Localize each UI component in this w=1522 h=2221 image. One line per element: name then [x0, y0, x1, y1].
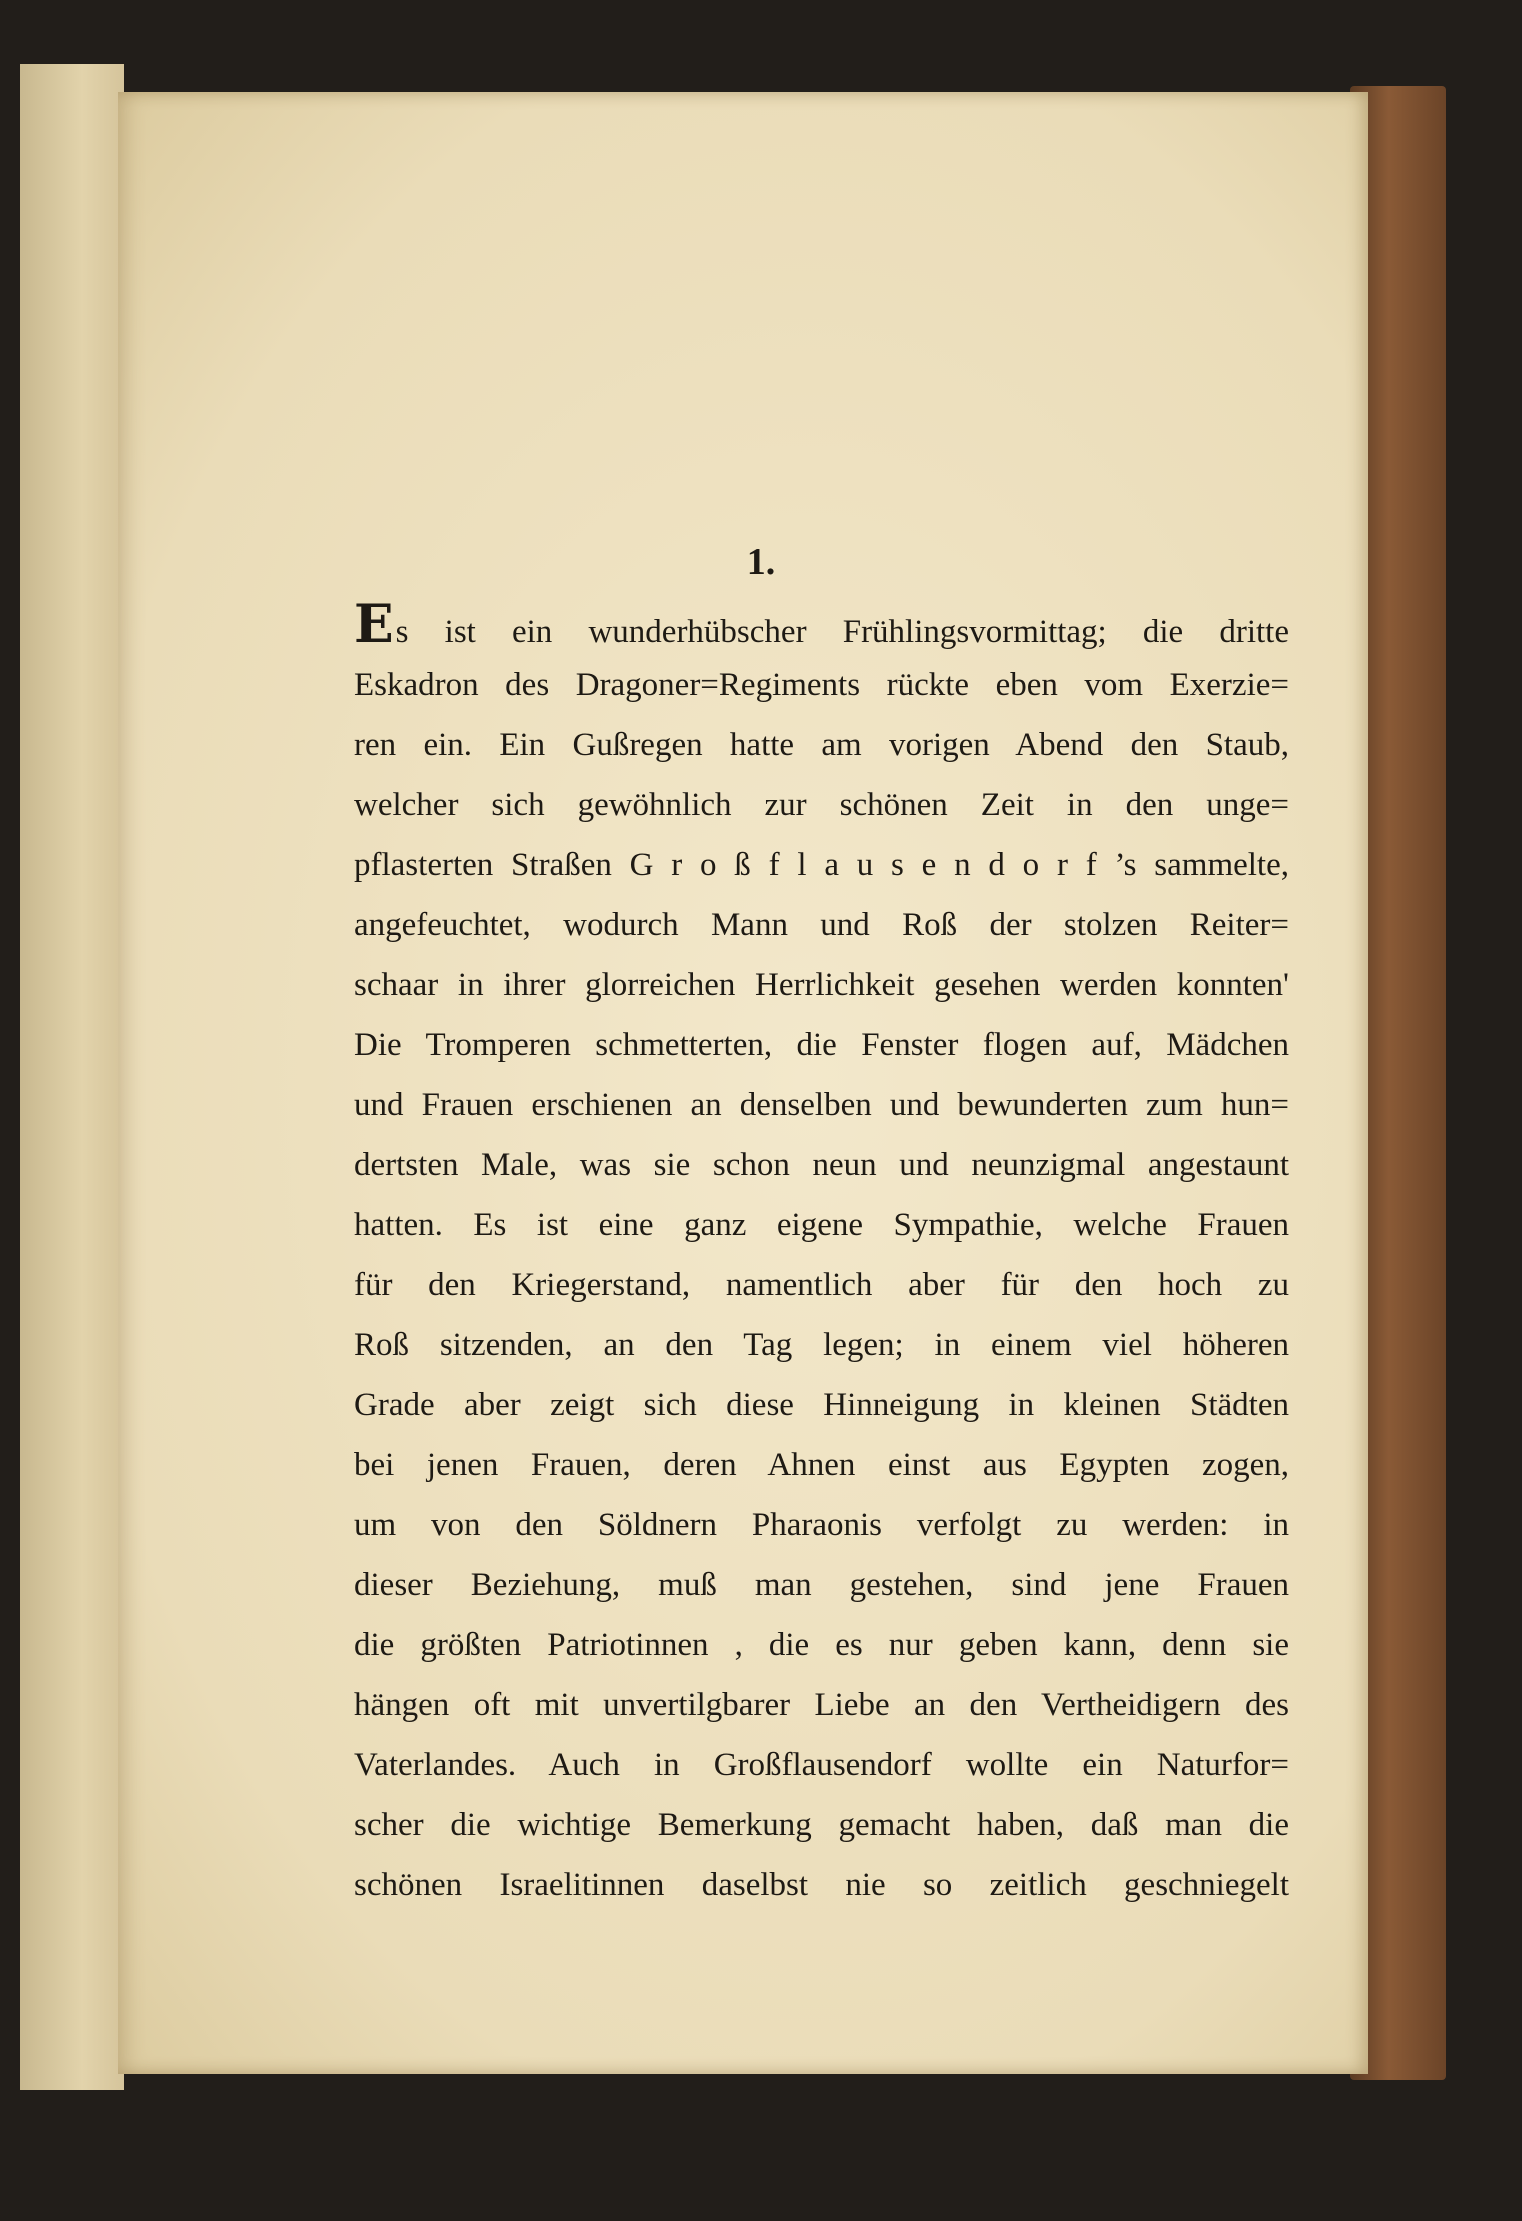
line-text: schönen Israelitinnen daselbst nie so zeitlich geschniegelt [354, 1867, 1289, 1903]
text-line [354, 1495, 1289, 1555]
line-text: welcher sich gewöhnlich zur schönen Zeit in den unge= [354, 787, 1289, 823]
line-text: s ist ein wunderhübscher Frühlingsvormittag; die dritte [395, 614, 1289, 650]
text-line [354, 1795, 1289, 1855]
text-line [354, 775, 1289, 835]
line-text: scher die wichtige Bemerkung gemacht haben, daß man die [354, 1807, 1289, 1843]
text-line [354, 1075, 1289, 1135]
text-line [354, 835, 1289, 895]
line-text: Roß sitzenden, an den Tag legen; in einem viel höheren [354, 1327, 1289, 1363]
text-line [354, 1555, 1289, 1615]
text-line [354, 655, 1289, 715]
left-page-edge [20, 64, 124, 2090]
chapter-number: 1. [746, 541, 776, 583]
text-line [354, 895, 1289, 955]
line-text: dertsten Male, was sie schon neun und neunzigmal angestaunt [354, 1147, 1289, 1183]
text-line [354, 1315, 1289, 1375]
text-line [354, 1135, 1289, 1195]
text-line [354, 1435, 1289, 1495]
text-line [354, 1615, 1289, 1675]
line-text: hatten. Es ist eine ganz eigene Sympathie, welche Frauen [354, 1207, 1289, 1243]
line-text: ren ein. Ein Gußregen hatte am vorigen Abend den Staub, [354, 727, 1289, 763]
line-text: Eskadron des Dragoner=Regiments rückte eben vom Exerzie= [354, 667, 1289, 703]
line-text: pflasterten Straßen G r o ß f l a u s e n d o r f ’s sammelte, [354, 847, 1289, 883]
text-line [354, 595, 1289, 655]
line-text: hängen oft mit unvertilgbarer Liebe an den Vertheidigern des [354, 1687, 1289, 1723]
text-line [354, 1015, 1289, 1075]
line-text: und Frauen erschienen an denselben und bewunderten zum hun= [354, 1087, 1289, 1123]
text-line [354, 715, 1289, 775]
line-text: dieser Beziehung, muß man gestehen, sind jene Frauen [354, 1567, 1289, 1603]
line-text: angefeuchtet, wodurch Mann und Roß der stolzen Reiter= [354, 907, 1289, 943]
line-text: bei jenen Frauen, deren Ahnen einst aus Egypten zogen, [354, 1447, 1289, 1483]
line-text: um von den Söldnern Pharaonis verfolgt zu werden: in [354, 1507, 1289, 1543]
line-text: schaar in ihrer glorreichen Herrlichkeit gesehen werden konnten' [354, 967, 1289, 1003]
line-text: die größten Patriotinnen , die es nur geben kann, denn sie [354, 1627, 1289, 1663]
text-line [354, 955, 1289, 1015]
drop-initial: E [354, 594, 394, 655]
text-line [354, 1675, 1289, 1735]
line-text: Die Tromperen schmetterten, die Fenster flogen auf, Mädchen [354, 1027, 1289, 1063]
text-line [354, 1195, 1289, 1255]
body-text [354, 595, 1289, 1915]
line-text: Vaterlandes. Auch in Großflausendorf wollte ein Naturfor= [354, 1747, 1289, 1783]
text-line [354, 1255, 1289, 1315]
line-text: Grade aber zeigt sich diese Hinneigung in kleinen Städten [354, 1387, 1289, 1423]
text-line [354, 1855, 1289, 1915]
line-text: für den Kriegerstand, namentlich aber für den hoch zu [354, 1267, 1289, 1303]
text-line [354, 1735, 1289, 1795]
text-line [354, 1375, 1289, 1435]
